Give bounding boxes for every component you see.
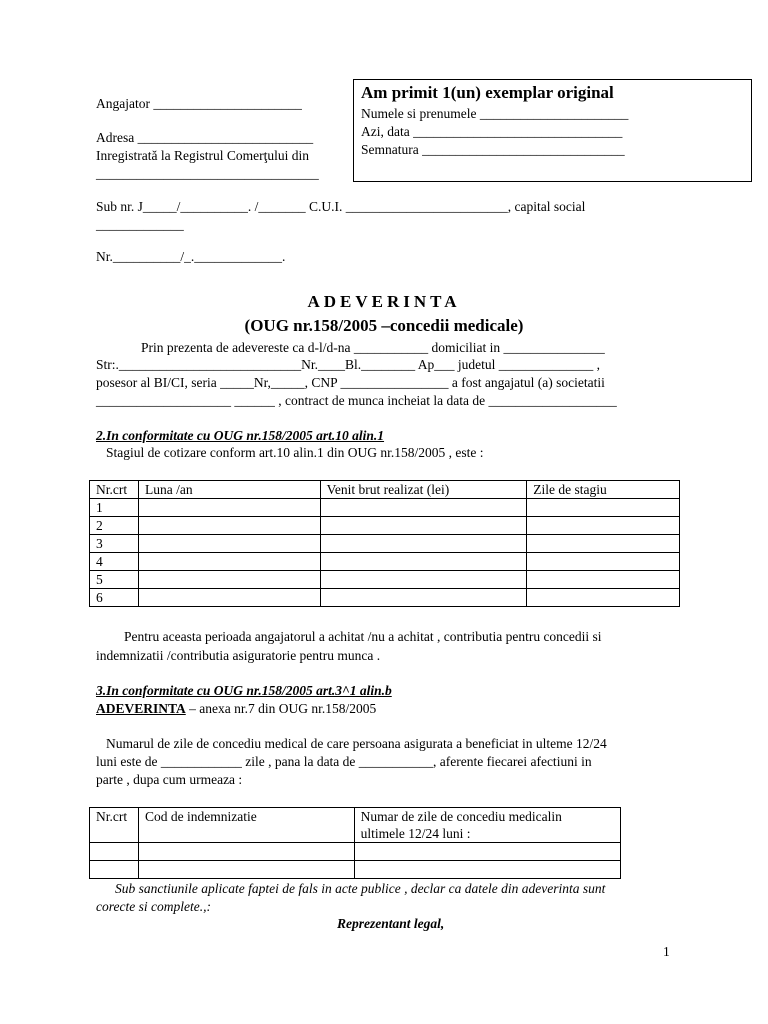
table-row [90,499,680,517]
table-header-row [90,481,680,499]
header-zile-stagiu: Zile de stagiu [527,481,680,499]
receipt-title: Am primit 1(un) exemplar original [361,83,614,102]
table-row [90,553,680,571]
employer-field: Angajator ______________________ [96,96,302,111]
header-venit-brut: Venit brut realizat (lei) [320,481,527,499]
header-numar-zile [354,808,620,843]
intro-line-1: Prin prezenta de adevereste ca d-l/d-na ___________ domiciliat in _______________ [141,340,605,355]
closing-line-2: corecte si complete.,: [96,899,211,914]
concediu-table [89,807,621,879]
receipt-signature: Semnatura ______________________________ [361,142,625,157]
intro-line-3: posesor al BI/CI, seria _____Nr,_____, CNP ________________ a fost angajatul (a) societatii [96,375,605,390]
section-2-text: Stagiul de cotizare conform art.10 alin.1 din OUG nr.158/2005 , este : [106,445,484,460]
row-number: 5 [90,571,139,589]
register-line: _________________________________ [96,166,319,181]
payment-line-2: indemnizatii /contributia asiguratorie pentru munca . [96,648,381,663]
document-subtitle: (OUG nr.158/2005 –concedii medicale) [244,316,524,335]
address-field: Adresa __________________________ [96,130,314,145]
adeverinta-label: ADEVERINTA [96,701,186,716]
header-numar-zile-line1: Numar de zile de concediu medicalin [360,809,562,824]
number-line: Nr.__________/_._____________. [96,249,286,264]
section-3-para-3: parte , dupa cum urmeaza : [96,772,243,787]
header-luna-an: Luna /an [138,481,320,499]
table-row [90,517,680,535]
annex-text: – anexa nr.7 din OUG nr.158/2005 [185,701,377,716]
section-3-para-1: Numarul de zile de concediu medical de care persoana asigurata a beneficiat in ulteme 12/24 [106,736,607,751]
page-number: 1 [663,944,670,959]
receipt-date: Azi, data _______________________________ [361,124,623,139]
section-3-annex-line [96,701,376,717]
header-nr-crt: Nr.crt [90,808,139,843]
table-row [90,571,680,589]
row-number: 1 [90,499,139,517]
row-number: 3 [90,535,139,553]
header-numar-zile-line2: ultimele 12/24 luni : [360,826,471,841]
table-row [90,535,680,553]
table-row [90,589,680,607]
capital-line: _____________ [96,217,184,232]
table-row [90,843,621,861]
receipt-name: Numele si prenumele ______________________ [361,106,629,121]
header-cod-indemnizatie: Cod de indemnizatie [138,808,354,843]
row-number: 4 [90,553,139,571]
row-number: 6 [90,589,139,607]
row-number: 2 [90,517,139,535]
payment-line-1: Pentru aceasta perioada angajatorul a achitat /nu a achitat , contributia pentru concedii si [124,629,602,644]
header-nr-crt: Nr.crt [90,481,139,499]
section-3-para-2: luni este de ____________ zile , pana la data de ___________, aferente fiecarei afectiuni in [96,754,592,769]
section-3-heading: 3.In conformitate cu OUG nr.158/2005 art.3^1 alin.b [96,683,392,698]
closing-line-1: Sub sanctiunile aplicate faptei de fals in acte publice , declar ca datele din adeverinta sunt [115,881,606,896]
intro-line-4: ____________________ ______ , contract de munca incheiat la data de ___________________ [96,393,617,408]
document-title: ADEVERINTA [307,292,461,311]
register-label: Inregistrată la Registrul Comerţului din [96,148,309,163]
stagiu-table [89,480,680,607]
table-header-row [90,808,621,843]
intro-line-2: Str:.___________________________Nr.____Bl.________ Ap___ judetul ______________ , [96,357,601,372]
table-row [90,861,621,879]
registration-line: Sub nr. J_____/__________. /_______ C.U.I. ________________________, capital social [96,199,586,214]
section-2-heading: 2.In conformitate cu OUG nr.158/2005 art.10 alin.1 [96,428,385,443]
receipt-box [353,79,752,182]
legal-representative: Reprezentant legal, [337,916,445,931]
